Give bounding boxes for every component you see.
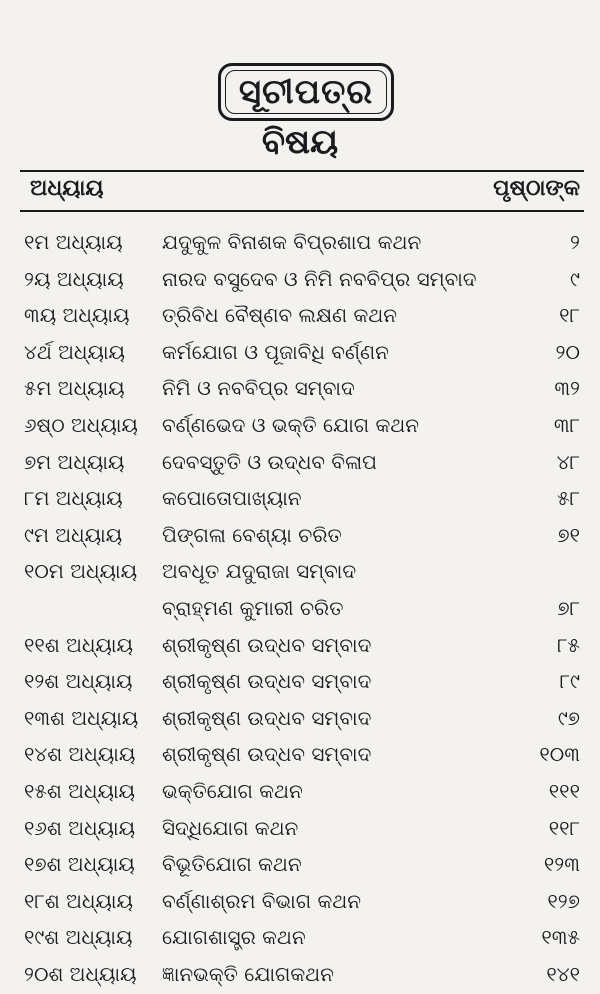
- chapter-number: ୧୮ଶ ଅଧ୍ୟାୟ: [24, 888, 133, 913]
- page-subtitle: ବିଷୟ: [261, 122, 339, 162]
- list-item: [0, 297, 600, 334]
- chapter-topic: ବିଭୂତିଯୋଗ କଥନ: [162, 852, 302, 877]
- list-item: [0, 846, 600, 883]
- chapter-number: ୧୯ଶ ଅଧ୍ୟାୟ: [24, 925, 133, 950]
- chapter-topic: ଯୋଗଶାସ୍ତ୍ର କଥନ: [162, 925, 306, 950]
- chapter-topic: ପିଙ୍ଗଳା ବେଶ୍ୟା ଚରିତ: [162, 522, 342, 547]
- chapter-topic: ଅବଧୂତ ଯଦୁରାଜା ସମ୍ବାଦ: [162, 559, 357, 584]
- page-number: ୪୮: [556, 449, 580, 474]
- page-number: ୭୮: [557, 595, 580, 620]
- chapter-topic: ଶ୍ରୀକୃଷ୍ଣ ଉଦ୍ଧବ ସମ୍ବାଦ: [162, 742, 372, 767]
- page-number: ୧୩୫: [541, 925, 580, 950]
- chapter-number: ୪ର୍ଥ ଅଧ୍ୟାୟ: [24, 339, 126, 364]
- chapter-number: ୩ୟ ଅଧ୍ୟାୟ: [24, 303, 130, 328]
- chapter-number: ୫ମ ଅଧ୍ୟାୟ: [24, 376, 125, 401]
- chapter-topic: ଯଦୁକୁଳ ବିନାଶକ ବିପ୍ରଶାପ କଥନ: [162, 230, 422, 254]
- chapter-column-header: ଅଧ୍ୟାୟ: [30, 176, 104, 201]
- chapter-number: ୬ଷ୍ଠ ଅଧ୍ୟାୟ: [24, 412, 138, 437]
- list-item: [0, 261, 600, 298]
- list-item: [0, 810, 600, 847]
- page-title: ସୂଚୀପତ୍ର: [238, 72, 374, 112]
- page-number: ୧୮: [559, 303, 580, 328]
- chapter-topic: ଜ୍ଞାନଭକ୍ତି ଯୋଗକଥନ: [162, 961, 334, 986]
- list-item: [0, 700, 600, 737]
- list-item: [0, 590, 600, 627]
- chapter-number: ୨୦ଶ ଅଧ୍ୟାୟ: [24, 961, 137, 986]
- list-item: [0, 224, 600, 261]
- list-item: [0, 773, 600, 810]
- page-number: ୧୪୧: [546, 961, 580, 986]
- chapter-topic: କପୋତୋପାଖ୍ୟାନ: [162, 486, 302, 511]
- list-item: [0, 883, 600, 920]
- chapter-topic: ତ୍ରିବିଧ ବୈଷ୍ଣବ ଲକ୍ଷଣ କଥନ: [162, 303, 398, 328]
- list-item: [0, 553, 600, 590]
- list-item: [0, 480, 600, 517]
- page-number: ୩୮: [553, 412, 580, 437]
- chapter-topic: ଭକ୍ତିଯୋଗ କଥନ: [162, 778, 303, 803]
- list-item: [0, 956, 600, 993]
- chapter-topic: ସିଦ୍ଧିଯୋଗ କଥନ: [162, 815, 299, 840]
- chapter-number: ୭ମ ଅଧ୍ୟାୟ: [24, 449, 125, 474]
- page-number: ୧୦୩: [539, 742, 580, 767]
- page-number: ୨୦: [555, 339, 580, 364]
- chapter-number: ୧୨ଶ ଅଧ୍ୟାୟ: [24, 669, 133, 694]
- chapter-topic: ନାରଦ ବସୁଦେବ ଓ ନିମି ନବବିପ୍ର ସମ୍ବାଦ: [162, 266, 477, 291]
- title-box: [218, 63, 394, 121]
- chapter-number: ୧୦ମ ଅଧ୍ୟାୟ: [24, 559, 138, 584]
- contents-list: [0, 224, 600, 992]
- page-number: ୮୯: [559, 669, 580, 694]
- page-number: ୫୮: [557, 486, 580, 511]
- chapter-number: ୧୪ଶ ଅଧ୍ୟାୟ: [24, 742, 136, 767]
- page-number: ୭୧: [557, 522, 580, 547]
- page-number: ୯୭: [557, 705, 580, 730]
- list-item: [0, 407, 600, 444]
- chapter-topic: ଶ୍ରୀକୃଷ୍ଣ ଉଦ୍ଧବ ସମ୍ବାଦ: [162, 669, 372, 694]
- page-number: ୧୨୭: [547, 888, 580, 913]
- page-number: ୧୧୮: [548, 815, 580, 840]
- header-bottom-rule: [20, 210, 584, 212]
- page-number: ୨: [570, 230, 580, 254]
- chapter-topic: ବ୍ରାହ୍ମଣ କୁମାରୀ ଚରିତ: [162, 595, 344, 620]
- page-number: ୩୨: [554, 376, 580, 401]
- chapter-number: ୧୭ଶ ଅଧ୍ୟାୟ: [24, 852, 135, 877]
- list-item: [0, 370, 600, 407]
- list-item: [0, 736, 600, 773]
- list-item: [0, 444, 600, 481]
- header-top-rule: [20, 170, 584, 172]
- chapter-topic: ଶ୍ରୀକୃଷ୍ଣ ଉଦ୍ଧବ ସମ୍ବାଦ: [162, 705, 372, 730]
- chapter-number: ୧୬ଶ ଅଧ୍ୟାୟ: [24, 815, 136, 840]
- chapter-topic: କର୍ମଯୋଗ ଓ ପୂଜାବିଧି ବର୍ଣ୍ଣନ: [162, 339, 389, 364]
- chapter-number: ୧ମ ଅଧ୍ୟାୟ: [24, 230, 123, 254]
- chapter-number: ୧୩ଶ ଅଧ୍ୟାୟ: [24, 705, 139, 730]
- chapter-topic: ଦେବସ୍ତୁତି ଓ ଉଦ୍ଧବ ବିଳାପ: [162, 449, 378, 474]
- chapter-number: ୨ୟ ଅଧ୍ୟାୟ: [24, 266, 124, 291]
- chapter-topic: ବର୍ଣ୍ଣାଶ୍ରମ ବିଭାଗ କଥନ: [162, 888, 361, 913]
- chapter-number: ୧୫ଶ ଅଧ୍ୟାୟ: [24, 778, 136, 803]
- chapter-number: ୯ମ ଅଧ୍ୟାୟ: [24, 522, 123, 547]
- chapter-topic: ଶ୍ରୀକୃଷ୍ଣ ଉଦ୍ଧବ ସମ୍ବାଦ: [162, 632, 372, 657]
- list-item: [0, 663, 600, 700]
- page-number: ୯: [570, 266, 580, 291]
- page-number: ୧୧୧: [548, 778, 580, 803]
- list-item: [0, 334, 600, 371]
- page-number: ୮୫: [557, 632, 580, 657]
- list-item: [0, 517, 600, 554]
- page-column-header: ପୃଷ୍ଠାଙ୍କ: [493, 176, 580, 201]
- page-number: ୧୨୩: [543, 852, 580, 877]
- chapter-topic: ନିମି ଓ ନବବିପ୍ର ସମ୍ବାଦ: [162, 376, 355, 401]
- chapter-number: ୮ମ ଅଧ୍ୟାୟ: [24, 486, 123, 511]
- list-item: [0, 919, 600, 956]
- chapter-number: ୧୧ଶ ଅଧ୍ୟାୟ: [24, 632, 133, 657]
- chapter-topic: ବର୍ଣ୍ଣଭେଦ ଓ ଭକ୍ତି ଯୋଗ କଥନ: [162, 412, 420, 437]
- list-item: [0, 627, 600, 664]
